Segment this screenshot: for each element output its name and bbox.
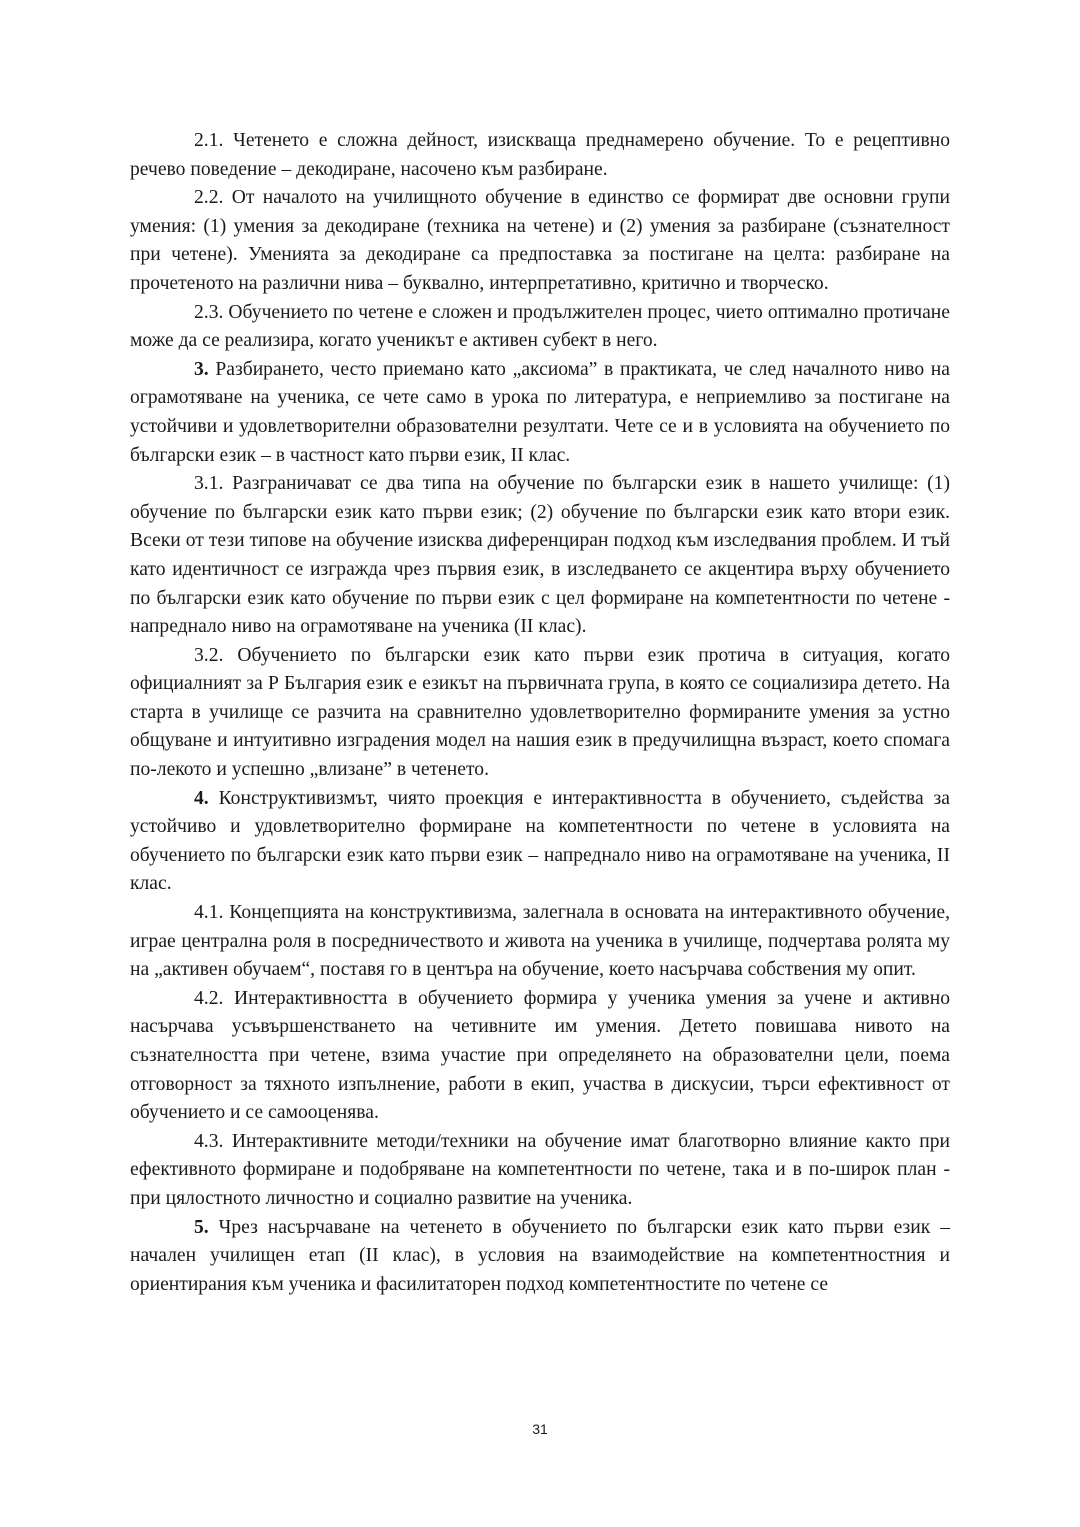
paragraph-2-3: 2.3. Обучението по четене е сложен и продължителен процес, чието оптимално протичане може да се реализира, когато ученикът е активен субект в него. (130, 301, 950, 352)
paragraph-4-1: 4.1. Концепцията на конструктивизма, залегнала в основата на интерактивното обучение, играе централна роля в посредничеството и живота на ученика в училище, подчертава ролята му на „активен обучаем“, поставя го в центъра на обучение, което насърчава собствения му опит. (130, 902, 950, 981)
paragraph-3: 3. Разбирането, често приемано като „аксиома” в практиката, че след началното ниво на ограмотяване на ученика, се чете само в урока по литература, е неприемливо за постигане на устойчиви и удовлетворителни образователни резултати. Чете се и в условията на обучението по български език – в частност като първи език, II клас. (130, 358, 950, 466)
text-body (130, 127, 950, 1299)
section-number-5: 5. (194, 1216, 209, 1238)
paragraph-5: 5. Чрез насърчаване на четенето в обучението по български език като първи език – начален училищен етап (II клас), в условия на взаимодействие на компетентностния и ориентирания към ученика и фасилитаторен подход компетентностите по четене се (130, 1216, 950, 1295)
paragraph-2-2: 2.2. От началото на училищното обучение в единство се формират две основни групи умения: (1) умения за декодиране (техника на четене) и (2) умения за разбиране (съзнателност при четене). Уменията за декодиране са предпоставка за постигане на целта: разбиране на прочетеното на различни нива – буквално, интерпретативно, критично и творческо. (130, 187, 950, 294)
paragraph-4-2: 4.2. Интерактивността в обучението формира у ученика умения за учене и активно насърчава усъвършенстването на четивните им умения. Детето повишава нивото на съзнателността при четене, взима участие при определянето на образователни цели, поема отговорност за тяхното изпълнение, работи в екип, участва в дискусии, търси ефективност от обучението и се самооценява. (130, 987, 950, 1124)
section-number-3: 3. (194, 358, 209, 380)
paragraph-3-1: 3.1. Разграничават се два типа на обучение по български език в нашето училище: (1) обучение по български език като първи език; (2) обучение по български език като втори език. Всеки от тези типове на обучение изисква диференциран подход към изследвания проблем. И тъй като идентичност се изгражда чрез първия език, в изследването се акцентира върху обучението по български език като обучение по първи език с цел формиране на компетентности по четене - напреднало ниво на ограмотяване на ученика (II клас). (130, 473, 950, 638)
section-number-4: 4. (194, 787, 209, 809)
paragraph-3-2: 3.2. Обучението по български език като първи език протича в ситуация, когато официалният за Р България език е езикът на първичната група, в която се социализира детето. На старта в училище се разчита на сравнително удовлетворително формираните умения за устно общуване и интуитивно изградения модел на нашия език в предучилищна възраст, което спомага по-лекото и успешно „влизане” в четенето. (130, 644, 950, 781)
page-number: 31 (532, 1421, 548, 1437)
paragraph-4-3: 4.3. Интерактивните методи/техники на обучение имат благотворно влияние както при ефективното формиране и подобряване на компетентности по четене, така и в по-широк план - при цялостното личностно и социално развитие на ученика. (130, 1130, 950, 1209)
paragraph-2-1: 2.1. Четенето е сложна дейност, изискваща преднамерено обучение. То е рецептивно речево поведение – декодиране, насочено към разбиране. (130, 130, 950, 180)
paragraph-4: 4. Конструктивизмът, чиято проекция е интерактивността в обучението, съдейства за устойчиво и удовлетворително формиране на компетентности по четене в условията на обучението по български език като първи език – напреднало ниво на ограмотяване на ученика, II клас. (130, 787, 950, 895)
